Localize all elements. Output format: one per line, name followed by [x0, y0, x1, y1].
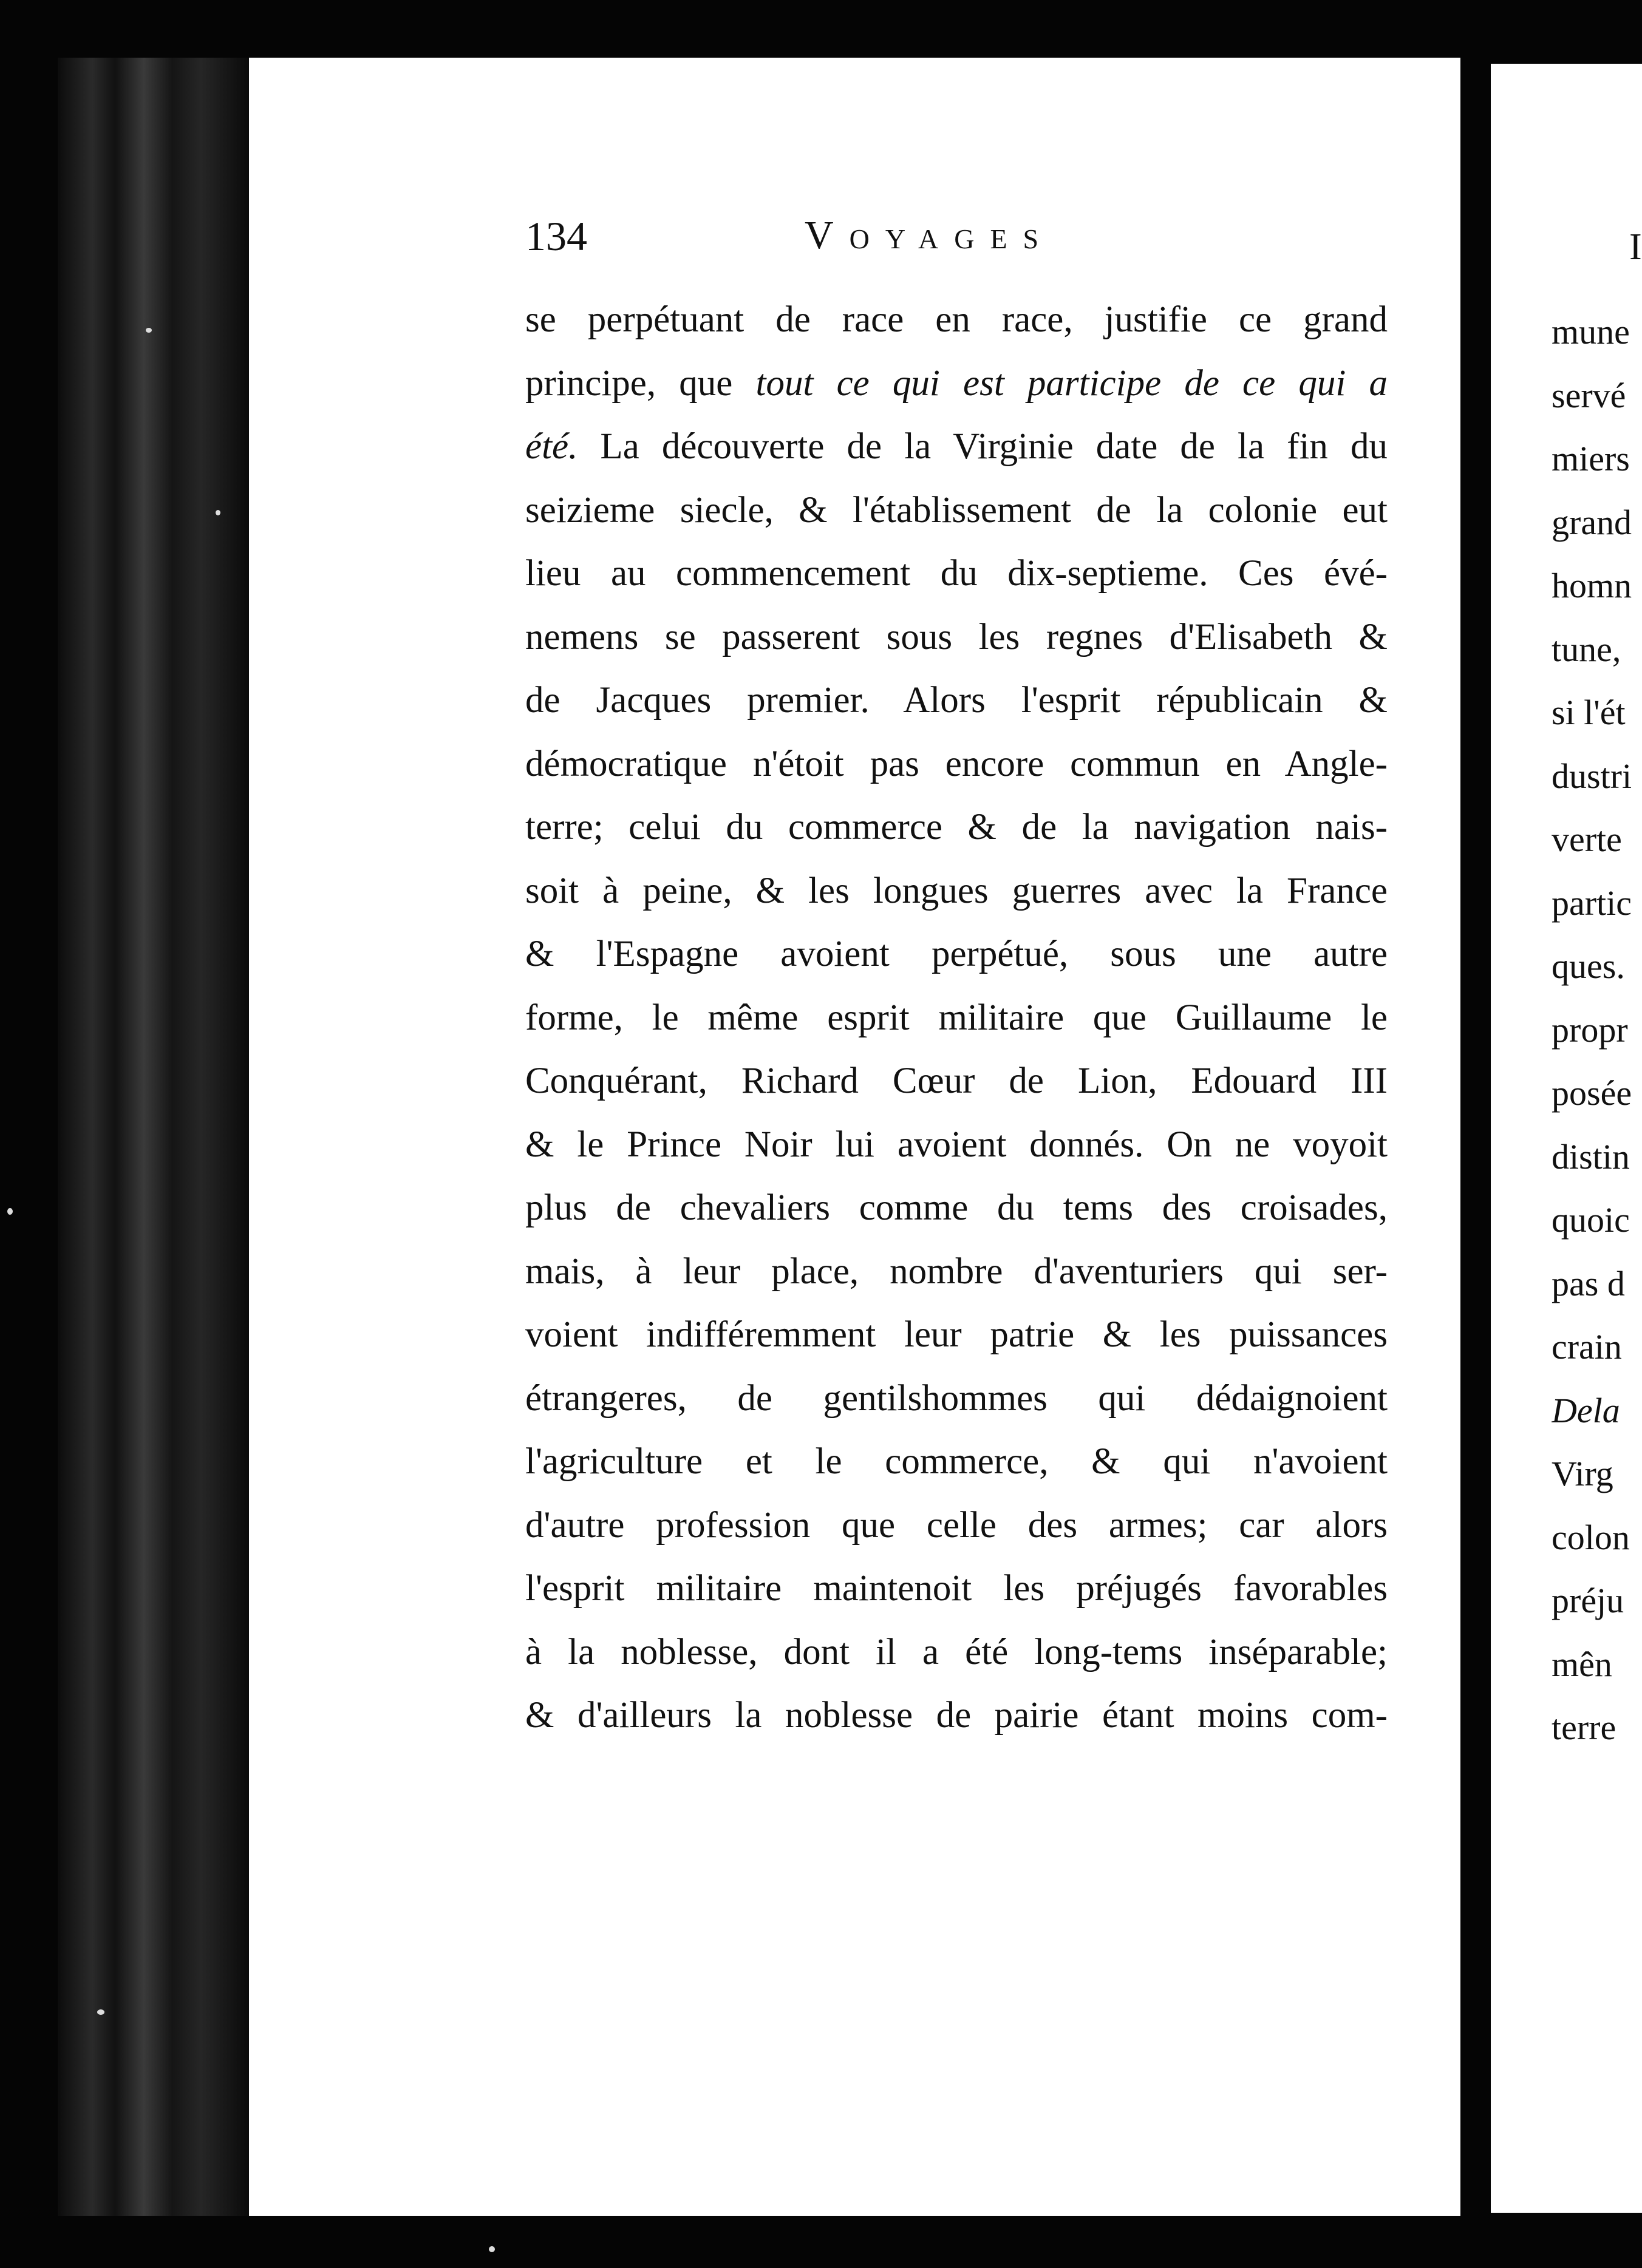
text-line [525, 1176, 1388, 1240]
text-line [1552, 491, 1642, 555]
text-line [1552, 1569, 1642, 1633]
text-line [1552, 1189, 1642, 1252]
dust-speck [7, 1208, 13, 1215]
text-segment: l'agriculture et le commerce, & qui n'avoient [525, 1441, 1388, 1482]
text-segment: grand [1552, 502, 1632, 542]
text-segment: d'autre profession que celle des armes; car alors [525, 1504, 1388, 1546]
text-line [525, 986, 1388, 1050]
text-line [525, 796, 1388, 860]
text-segment: colon [1552, 1517, 1630, 1557]
text-segment: & le Prince Noir lui avoient donnés. On ne voyoit [525, 1124, 1388, 1165]
text-segment: de Jacques premier. Alors l'esprit républicain & [525, 680, 1388, 721]
dust-speck [97, 2009, 104, 2015]
italic-text: Dela [1552, 1390, 1620, 1430]
text-line [525, 1113, 1388, 1177]
text-segment: mune [1552, 312, 1630, 351]
text-line [1552, 1316, 1642, 1379]
text-segment: lieu au commencement du dix-septieme. Ces évé- [525, 553, 1388, 594]
text-line [1552, 935, 1642, 999]
text-segment: mais, à leur place, nombre d'aventuriers qui ser- [525, 1251, 1388, 1292]
text-line [525, 415, 1388, 479]
text-line [525, 1240, 1388, 1304]
text-line [525, 352, 1388, 416]
text-segment: terre [1552, 1708, 1616, 1747]
running-head [525, 212, 1388, 273]
text-line [1552, 808, 1642, 872]
text-line [1552, 1696, 1642, 1760]
italic-text: été. [525, 426, 578, 467]
text-segment: ques. [1552, 946, 1625, 986]
text-line [525, 288, 1388, 352]
text-line [525, 1557, 1388, 1621]
text-line [1552, 872, 1642, 935]
dust-speck [216, 510, 220, 515]
text-line [1552, 1442, 1642, 1506]
text-line [525, 1303, 1388, 1367]
text-segment: Conquérant, Richard Cœur de Lion, Edouard III [525, 1061, 1388, 1101]
dust-speck [146, 328, 152, 333]
text-segment: seizieme siecle, & l'établissement de la colonie eut [525, 489, 1388, 531]
text-line [525, 1050, 1388, 1113]
text-line [1552, 1062, 1642, 1126]
text-segment: distin [1552, 1136, 1630, 1176]
text-segment: voient indifféremment leur patrie & les puissances [525, 1314, 1388, 1355]
text-segment: dustri [1552, 756, 1632, 796]
text-line [1552, 1506, 1642, 1570]
text-segment: & d'ailleurs la noblesse de pairie étant moins com- [525, 1695, 1388, 1736]
text-line [1552, 745, 1642, 809]
text-line [525, 1430, 1388, 1494]
text-segment: soit à peine, & les longues guerres avec la France [525, 870, 1388, 911]
text-segment: servé [1552, 375, 1626, 415]
left-page-text [525, 288, 1388, 1748]
text-line [525, 923, 1388, 986]
italic-text: tout ce qui est participe de ce qui a [755, 362, 1388, 404]
dust-speck [489, 2246, 495, 2252]
text-segment: l'esprit militaire maintenoit les préjugés favorables [525, 1568, 1388, 1609]
right-page-text [1552, 300, 1642, 1760]
text-line [1552, 427, 1642, 491]
text-line [525, 1494, 1388, 1558]
text-segment: tune, [1552, 629, 1621, 669]
running-title: Voyages [805, 213, 1055, 257]
text-segment: Virg [1552, 1454, 1613, 1493]
text-segment: partic [1552, 883, 1632, 923]
page-number: 134 [525, 213, 587, 259]
right-running-head-fragment: I [1629, 226, 1642, 268]
text-segment: plus de chevaliers comme du tems des croisades, [525, 1187, 1388, 1228]
text-line [525, 1684, 1388, 1748]
text-segment: homn [1552, 566, 1632, 605]
text-segment: & l'Espagne avoient perpétué, sous une autre [525, 934, 1388, 974]
text-segment: étrangeres, de gentilshommes qui dédaignoient [525, 1377, 1388, 1419]
text-line [1552, 554, 1642, 618]
text-line [1552, 1379, 1642, 1443]
text-line [525, 733, 1388, 796]
text-segment: propr [1552, 1010, 1628, 1050]
text-line [525, 1621, 1388, 1685]
text-segment: nemens se passerent sous les regnes d'Elisabeth & [525, 616, 1388, 657]
text-segment: verte [1552, 820, 1622, 859]
text-line [1552, 999, 1642, 1062]
text-line [1552, 618, 1642, 682]
text-line [1552, 1126, 1642, 1189]
text-segment: crain [1552, 1327, 1622, 1367]
text-line [525, 606, 1388, 670]
text-line [525, 479, 1388, 543]
text-segment: miers [1552, 439, 1630, 478]
text-line [1552, 364, 1642, 428]
text-segment: démocratique n'étoit pas encore commun en Angle- [525, 743, 1388, 784]
text-segment: principe, que [525, 362, 756, 404]
text-segment: mên [1552, 1644, 1612, 1684]
book-edge [58, 58, 249, 2216]
text-line [1552, 681, 1642, 745]
text-segment: La découverte de la Virginie date de la fin du [577, 426, 1388, 467]
text-segment: pas d [1552, 1263, 1625, 1303]
text-segment: préju [1552, 1581, 1624, 1620]
text-segment: terre; celui du commerce & de la navigation nais- [525, 807, 1388, 847]
text-line [525, 669, 1388, 733]
text-line [525, 542, 1388, 606]
text-segment: forme, le même esprit militaire que Guillaume le [525, 997, 1388, 1038]
text-segment: se perpétuant de race en race, justifie ce grand [525, 299, 1388, 340]
text-segment: à la noblesse, dont il a été long-tems inséparable; [525, 1631, 1388, 1672]
text-segment: quoic [1552, 1200, 1630, 1240]
text-line [525, 1367, 1388, 1431]
text-segment: si l'ét [1552, 693, 1626, 732]
text-segment: posée [1552, 1073, 1632, 1113]
text-line [525, 860, 1388, 923]
text-line [1552, 1633, 1642, 1697]
text-line [1552, 300, 1642, 364]
text-line [1552, 1252, 1642, 1316]
